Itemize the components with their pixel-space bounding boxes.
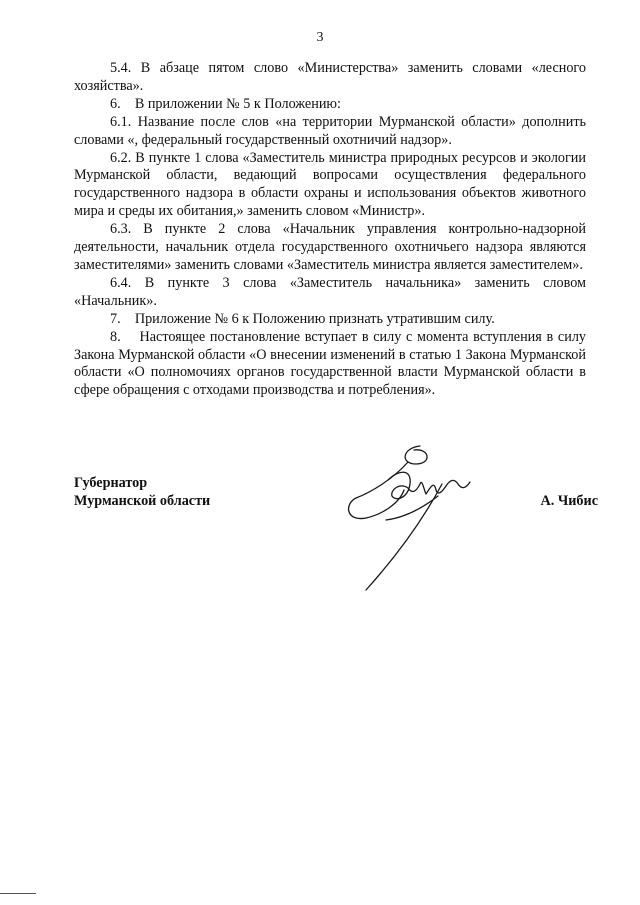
paragraph-7: 7. Приложение № 6 к Положению признать утратившим силу. <box>110 310 495 327</box>
signer-title <box>74 474 210 510</box>
paragraph-5-4: 5.4. В абзаце пятом слово «Министерства» заменить словами «лесного хозяйства». <box>74 60 586 94</box>
page-number: 3 <box>316 30 324 45</box>
handwritten-signature <box>342 440 502 620</box>
signer-title-line1: Губернатор <box>74 475 148 491</box>
signature-block <box>74 474 598 634</box>
paragraph-6-3: 6.3. В пункте 2 слова «Начальник управления контрольно-надзорной деятельности, начальник отдела государственного охотничьего надзора являются заместителями» заменить словами «Заместитель министра является заместителем». <box>74 221 586 273</box>
page-edge-rule <box>0 893 36 894</box>
document-body <box>74 60 586 400</box>
signer-name: А. Чибис <box>540 493 598 509</box>
paragraph-6-2: 6.2. В пункте 1 слова «Заместитель министра природных ресурсов и экологии Мурманской области, ведающий вопросами осуществления федерального государственного надзора в области охраны и использования объектов животного мира и среды их обитания,» заменить словом «Министр». <box>74 149 586 220</box>
paragraph-6: 6. В приложении № 5 к Положению: <box>110 95 341 112</box>
signer-title-line2: Мурманской области <box>74 493 211 509</box>
paragraph-6-4: 6.4. В пункте 3 слова «Заместитель начальника» заменить словом «Начальник». <box>74 274 586 309</box>
paragraph-8: 8. Настоящее постановление вступает в силу с момента вступления в силу Закона Мурманской области «О внесении изменений в статью 1 Закона Мурманской области «О полномочиях органов государственной власти Мурманской области в сфере обращения с отходами производства и потребления». <box>74 328 586 399</box>
paragraph-6-1: 6.1. Название после слов «на территории Мурманской области» дополнить словами «, федеральный государственный охотничий надзор». <box>74 113 586 148</box>
